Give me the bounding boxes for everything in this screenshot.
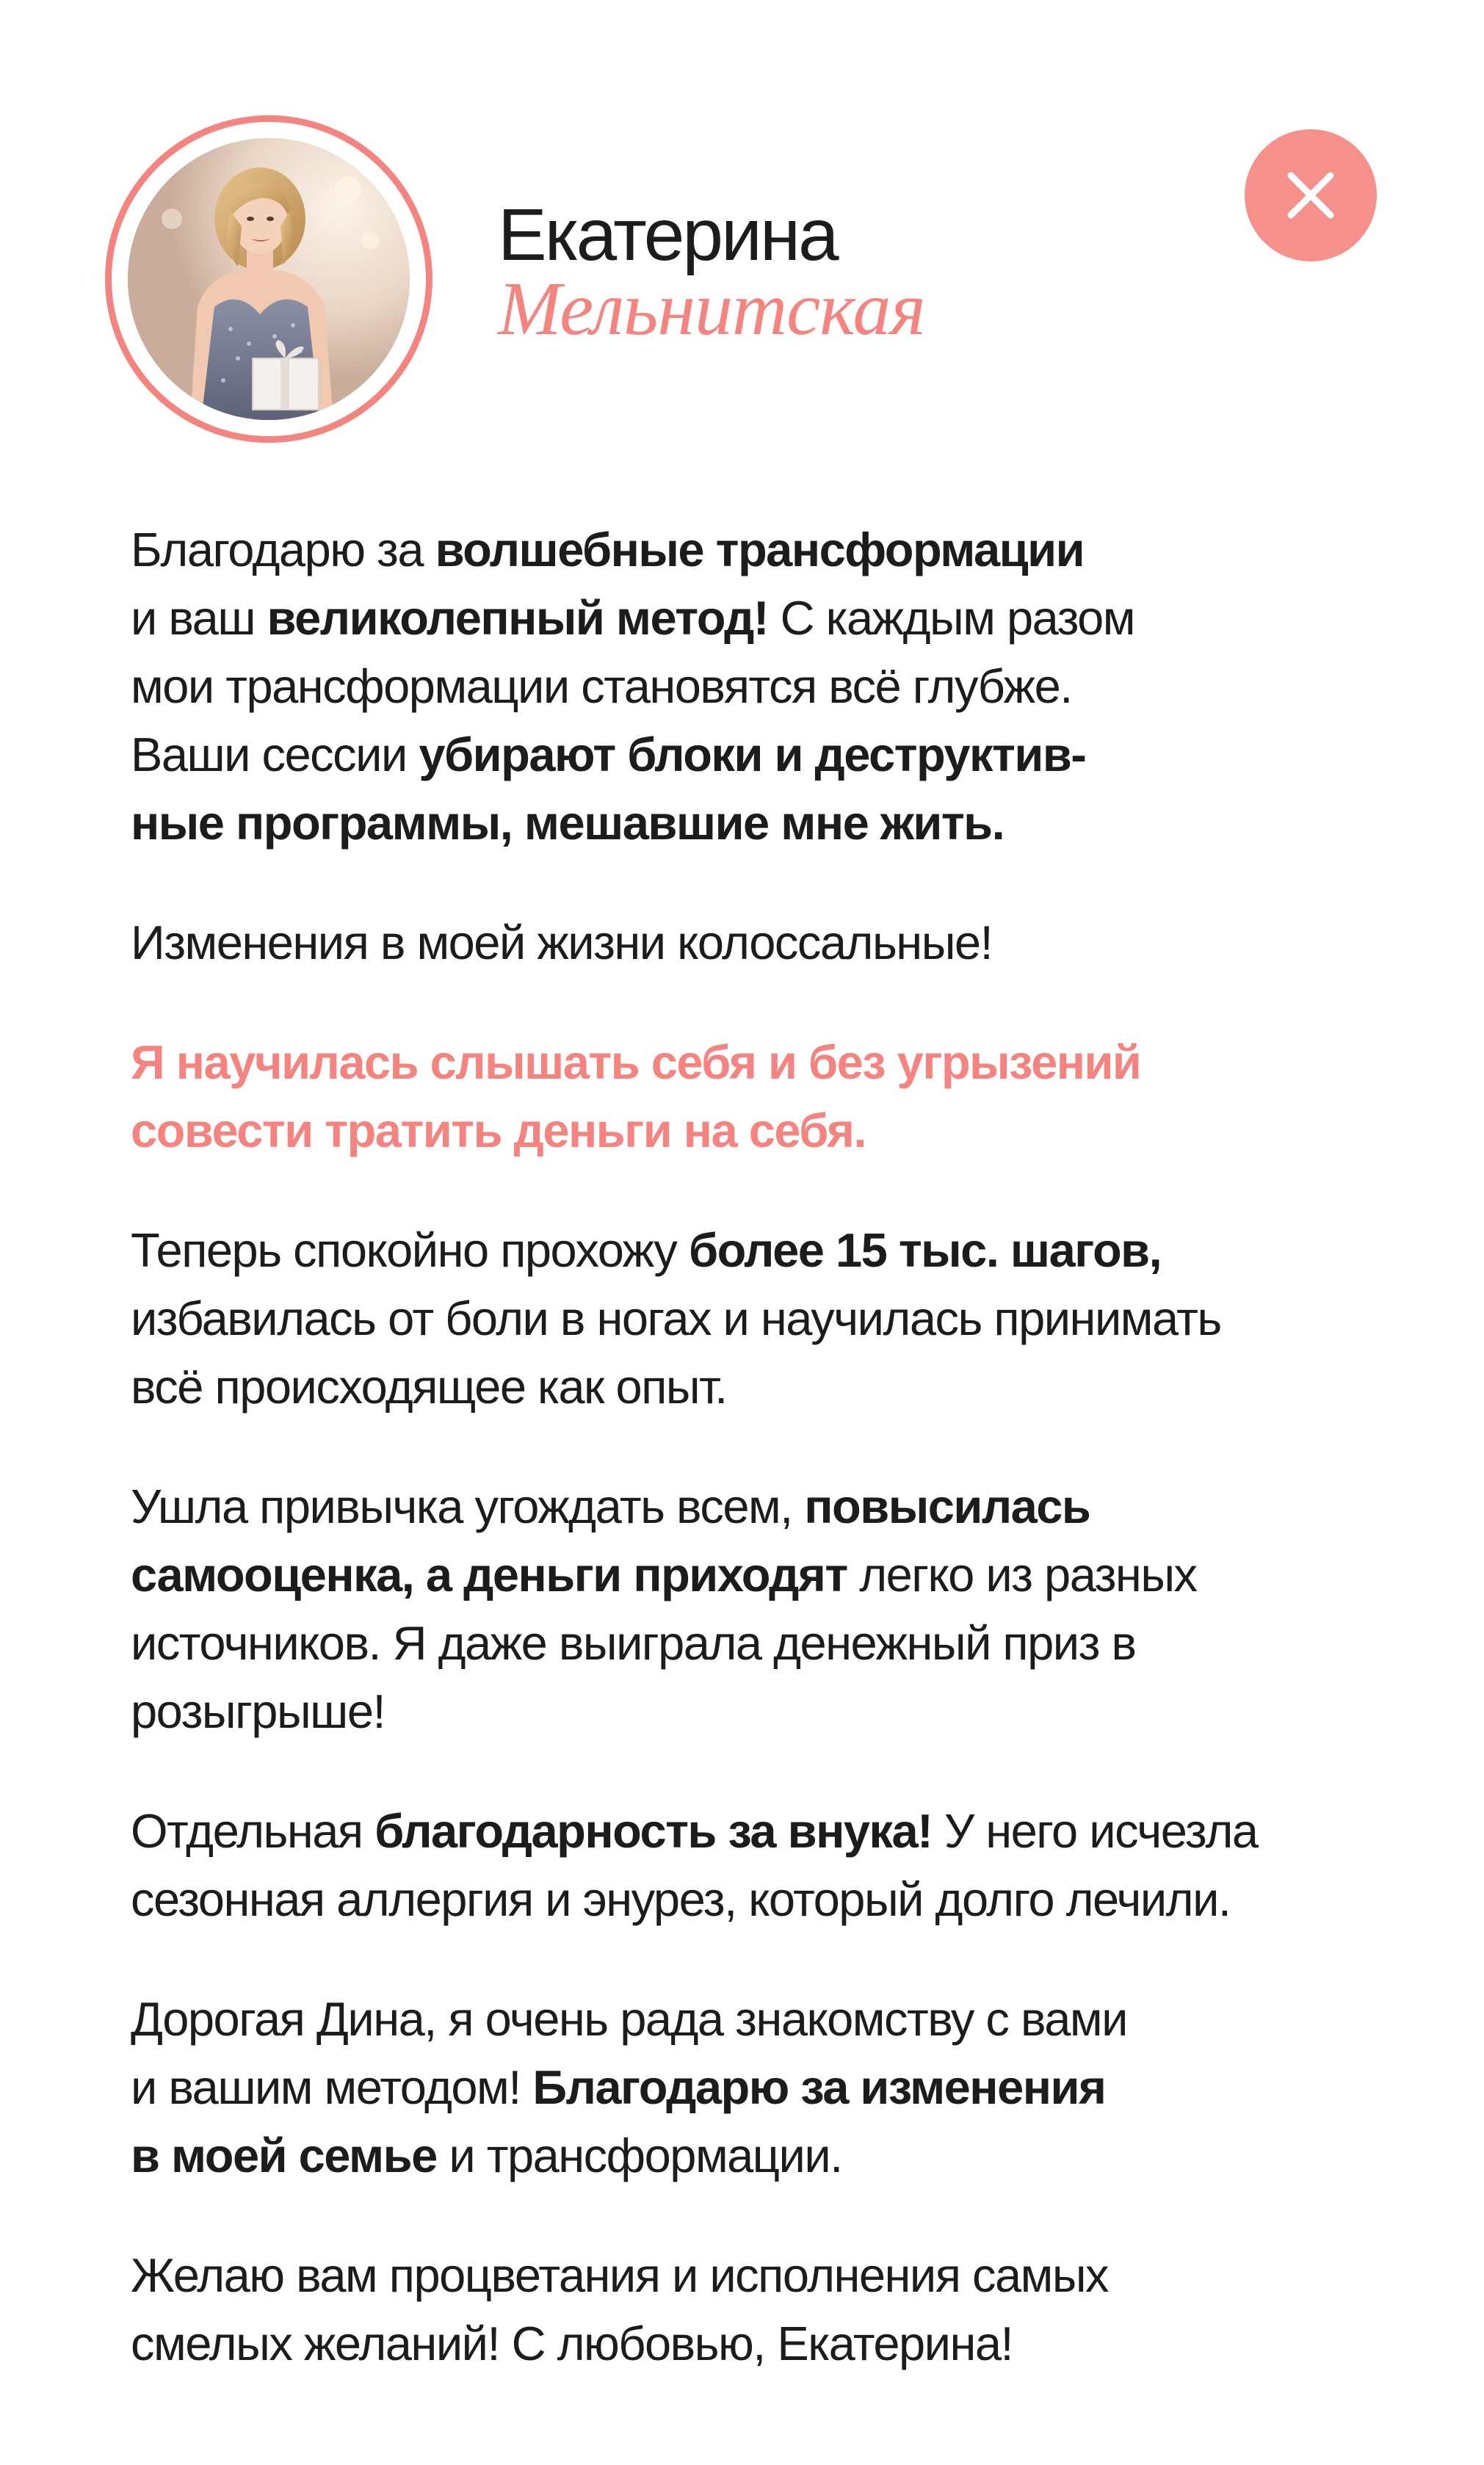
bold-span: великолепный метод! [267,591,769,645]
text-span: источников. Я даже выиграла денежный приз в [131,1616,1136,1670]
review-text [131,515,1394,2429]
bold-span: Благодарю за изменения [532,2060,1106,2114]
text-span: Отдельная [131,1804,375,1858]
text-span: и ваш [131,591,267,645]
text-span: избавилась от боли в ногах и научилась принимать [131,1292,1221,1345]
text-span: розыгрыше! [131,1684,386,1738]
reviewer-name [498,194,925,351]
review-paragraph-4 [131,1216,1394,1421]
close-button[interactable] [1245,129,1377,261]
avatar [128,138,410,420]
review-paragraph-7 [131,1985,1394,2190]
bold-span: благодарность за внука! [374,1804,933,1858]
text-span: и трансформации. [436,2129,842,2182]
text-span: легко из разных [847,1548,1197,1601]
text-span: и вашим методом! [131,2060,533,2114]
first-name: Екатерина [498,194,837,276]
bold-span: повысилась [804,1480,1090,1533]
bold-span: убирают блоки и деструктив- [419,728,1086,781]
text-span: Теперь спокойно прохожу [131,1223,689,1277]
text-span: Ушла привычка угождать всем, [131,1480,805,1533]
text-span: всё происходящее как опыт. [131,1360,727,1414]
bold-span: волшебные трансформации [435,523,1085,576]
review-paragraph-2: Изменения в моей жизни колоссальные! [131,916,993,969]
bold-span: в моей семье [131,2129,437,2182]
bold-span: самооценка, а деньги приходят [131,1548,847,1601]
bold-span: более 15 тыс. шагов, [688,1223,1162,1277]
review-paragraph-8 [131,2241,1394,2378]
text-span: сезонная аллергия и энурез, который долго лечили. [131,1872,1231,1926]
review-highlight [131,1028,1394,1165]
review-paragraph-1 [131,515,1394,857]
text-span: У него исчезла [932,1804,1258,1858]
person-photo-icon [128,138,410,420]
review-paragraph-5 [131,1472,1394,1745]
review-paragraph-6 [131,1797,1394,1933]
text-span: Ваши сессии [131,728,419,781]
highlight-line: Я научилась слышать себя и без угрызений [131,1035,1141,1089]
text-span: Благодарю за [131,523,435,576]
text-span: С каждым разом [768,591,1134,645]
bold-span: ные программы, мешавшие мне жить. [131,796,1005,850]
highlight-line: совести тратить деньги на себя. [131,1104,866,1157]
text-span: Дорогая Дина, я очень рада знакомству с вами [131,1992,1127,2046]
avatar-ring [105,115,432,443]
text-span: смелых желаний! С любовью, Екатерина! [131,2317,1013,2370]
text-span: мои трансформации становятся всё глубже. [131,659,1072,713]
close-icon [1285,170,1336,221]
last-name: Мельнитская [498,267,925,351]
text-span: Желаю вам процветания и исполнения самых [131,2248,1109,2302]
